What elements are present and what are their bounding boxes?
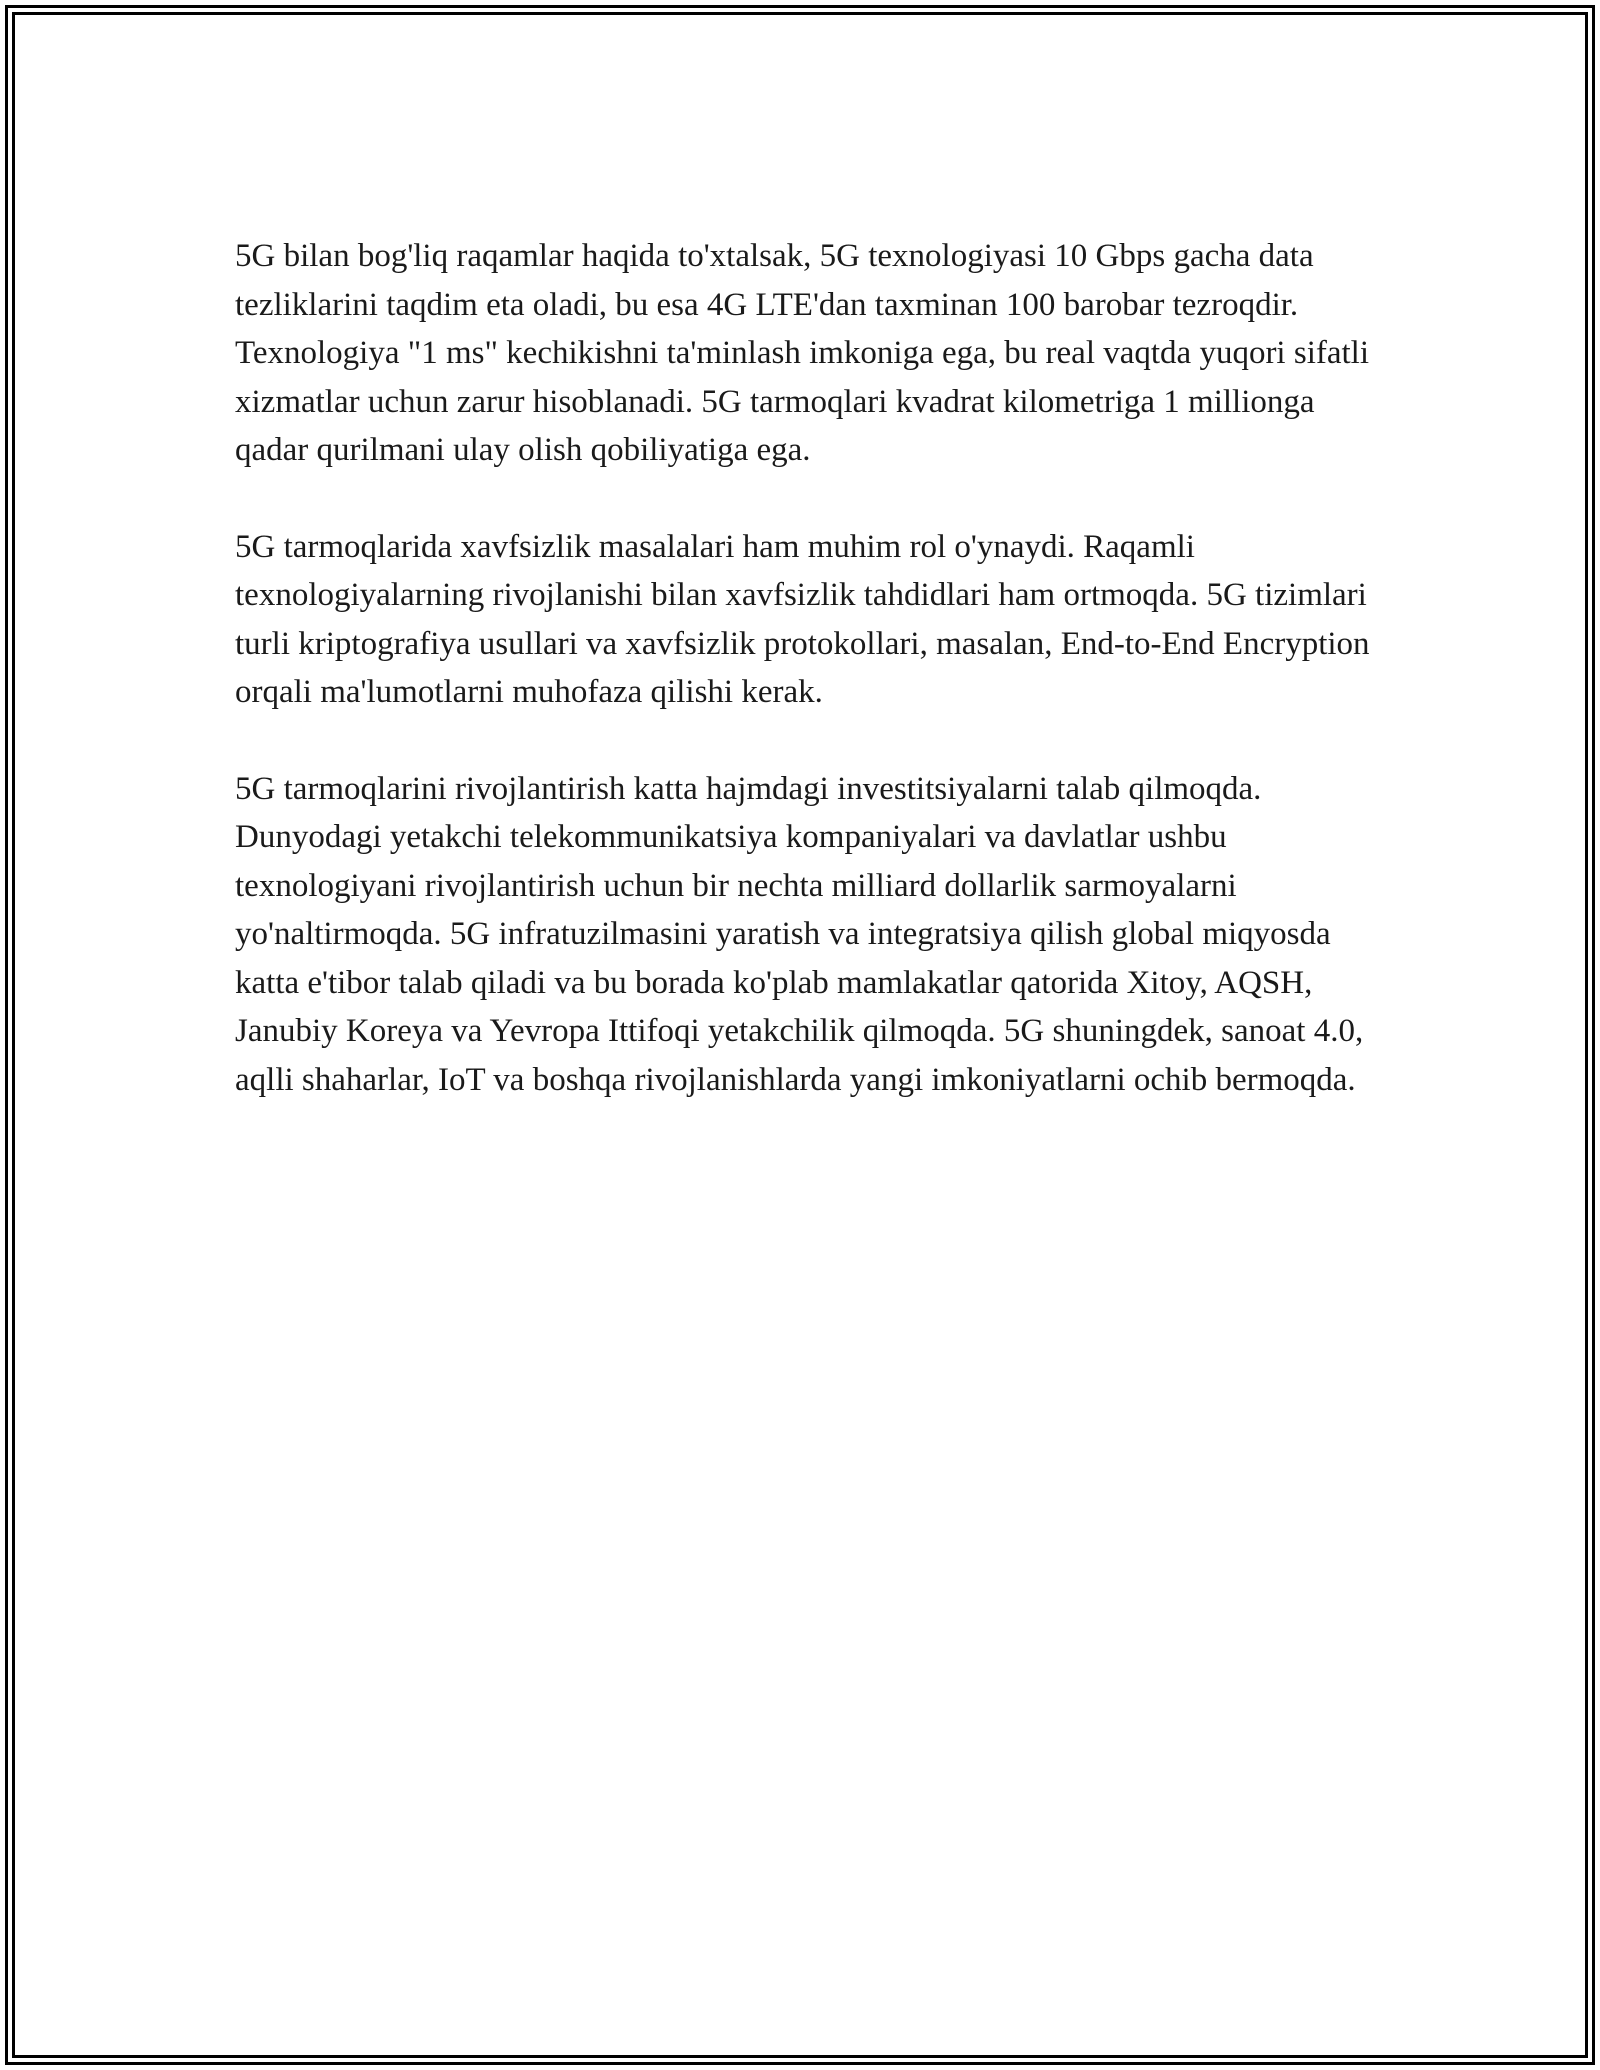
document-body [235,232,1370,1152]
paragraph-5g-security: 5G tarmoqlarida xavfsizlik masalalari ham muhim rol o'ynaydi. Raqamli texnologiyalarning rivojlanishi bilan xavfsizlik tahdidlari ham ortmoqda. 5G tizimlari turli kriptografiya usullari va xavfsizlik protokollari, masalan, End-to-End Encryption orqali ma'lumotlarni muhofaza qilishi kerak. [235,528,1370,710]
paragraph-5g-investment: 5G tarmoqlarini rivojlantirish katta hajmdagi investitsiyalarni talab qilmoqda. Dunyodagi yetakchi telekommunikatsiya kompaniyalari va davlatlar ushbu texnologiyani rivojlantirish uchun bir nechta milliard dollarlik sarmoyalarni yo'naltirmoqda. 5G infratuzilmasini yaratish va integratsiya qilish global miqyosda katta e'tibor talab qiladi va bu borada ko'plab mamlakatlar qatorida Xitoy, AQSH, Janubiy Koreya va Yevropa Ittifoqi yetakchilik qilmoqda. 5G shuningdek, sanoat 4.0, aqlli shaharlar, IoT va boshqa rivojlanishlarda yangi imkoniyatlarni ochib bermoqda. [235,770,1364,1098]
paragraph-5g-figures: 5G bilan bog'liq raqamlar haqida to'xtalsak, 5G texnologiyasi 10 Gbps gacha data tezliklarini taqdim eta oladi, bu esa 4G LTE'dan taxminan 100 barobar tezroqdir. Texnologiya "1 ms" kechikishni ta'minlash imkoniga ega, bu real vaqtda yuqori sifatli xizmatlar uchun zarur hisoblanadi. 5G tarmoqlari kvadrat kilometriga 1 millionga qadar qurilmani ulay olish qobiliyatiga ega. [235,238,1370,468]
